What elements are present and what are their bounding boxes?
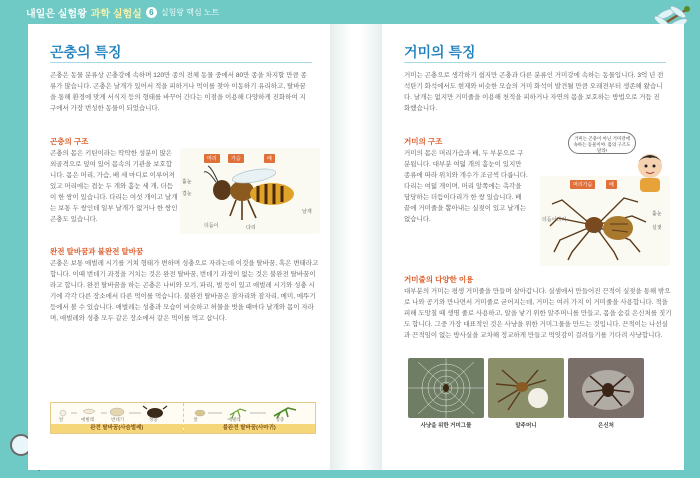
section-paragraph: 곤충의 몸은 키틴이라는 딱딱한 성분이 많은 외골격으로 덮여 있어 몸속의 기관을 보호합니다. 몸은 머리, 가슴, 배 세 마디로 이루어져 있고 머리에는 겹눈 두 개와 홑눈 세 개, 더듬이 한 쌍이 있습니다. 다리는 여섯 개이고 날개는 보통 두 쌍인데 일부 날개가 없거나 한 쌍인 곤충도 있습니다.	[50, 150, 178, 223]
photo-egg-sac	[488, 358, 564, 418]
stage-label: 성충	[275, 417, 285, 422]
intro-paragraph: 곤충은 동물 분류상 곤충강에 속하며 120만 종의 전체 동물 중에서 80만 종을 차지할 만큼 종류가 많습니다. 곤충은 날개가 있어서 적을 피하거나 먹이를 찾아 이동하기 유리하고, 탈바꿈을 통해 환경에 맞게 서식지 등의 형태를 바꾸어 간다는 이점을 이용해 다양하게 진화하여 지구에서 가장 번성한 동물이 되었습니다.	[50, 72, 307, 112]
page-title: 거미의 특징	[404, 44, 476, 60]
spider-icon	[548, 190, 662, 262]
title-divider	[50, 62, 312, 63]
photo-caption: 사냥을 위한 거미그물	[420, 423, 472, 429]
section-paragraph: 거미의 몸은 머리가슴과 배, 두 부분으로 구분됩니다. 대부분 여덟 개의 홑눈이 있지만 종류에 따라 위치와 개수가 조금씩 다릅니다. 다리는 여덟 개이며, 머리 앞쪽에는 촉각을 담당하는 더듬이다리가 한 쌍 있습니다. 배 끝에 거미줄을 뽑아내는 실젖이 있고 날개는 없습니다.	[404, 150, 528, 223]
title-divider	[404, 62, 666, 63]
diagram-tag: 배	[606, 180, 617, 189]
stage-label: 성충	[149, 417, 158, 422]
bee-icon	[202, 164, 302, 224]
stage-label: 애벌레	[81, 417, 95, 422]
diagram-tag: 배	[264, 154, 275, 163]
diagram-tag: 머리	[204, 154, 220, 163]
stage-label: 애벌레	[227, 417, 241, 422]
section-paragraph: 대부분의 거미는 평생 거미줄을 만들며 살아갑니다. 실샘에서 만들어진 끈적이 실젖을 통해 밖으로 나와 공기와 만나면서 거미줄로 굳어지는데, 거미는 여러 가지 이 거미줄을 사용합니다. 적을 피해 도망칠 때 생명 줄로 사용하고, 알을 낳기 위한 알주머니를 만들고, 몸을 숨길 은신처를 짓기도 합니다. 그중 가장 대표적인 것은 사냥을 위한 거미그물을 만드는 것입니다. 끈적이는 나선실과 끈적임이 없는 방사실을 교차해 정교하게 만들고 먹잇감이 걸려들기를 기다려 사냥합니다.	[404, 288, 672, 339]
metamorphosis-strip	[50, 402, 316, 434]
insect-diagram	[180, 148, 320, 234]
stage-label: 알	[59, 417, 64, 422]
incomplete-metamorphosis-label: 불완전 탈바꿈(사마귀)	[184, 424, 316, 433]
diagram-label: 더듬이다리	[542, 217, 567, 223]
diagram-label: 홑눈	[182, 179, 192, 185]
diagram-label: 다리	[592, 229, 602, 235]
series-brand: 내일은 실험왕	[26, 8, 87, 20]
complete-metamorphosis-panel	[51, 403, 184, 433]
diagram-tag: 머리가슴	[570, 180, 595, 189]
stage-label: 번데기	[111, 417, 125, 422]
complete-metamorphosis-label: 완전 탈바꿈(사슴벌레)	[51, 424, 183, 433]
speech-bubble: 거미는 곤충이 아닌 거미강에 속하는 동물이야. 몸의 구조도 달라!	[568, 132, 636, 154]
diagram-label: 날개	[302, 209, 312, 215]
diagram-label: 더듬이	[204, 223, 219, 229]
photo-caption: 알주머니	[515, 423, 537, 429]
chapter-label: 실험왕 핵심 노트	[160, 7, 220, 17]
diagram-tag: 가슴	[228, 154, 244, 163]
photo-caption: 은신처	[598, 423, 614, 429]
diagram-label: 실젖	[652, 225, 662, 231]
intro-paragraph: 거미는 곤충으로 생각하기 쉽지만 곤충과 다른 분류인 거미강에 속하는 동물입니다. 3억 년 전 석탄기 화석에서도 현재와 비슷한 모습의 거미 화석이 발견될 만큼 오래전부터 생존해 왔습니다. 날개는 없지만 거미줄을 이용해 천적을 피하거나 자연의 몸을 보호하는 방법으로 거듭 진화했습니다.	[404, 72, 664, 112]
mantis-stages-icon	[190, 405, 310, 419]
section-heading: 거미의 구조	[404, 137, 443, 146]
incomplete-metamorphosis-panel	[184, 403, 316, 433]
stage-label: 알	[193, 417, 198, 422]
header-bar	[0, 0, 700, 24]
section-heading: 완전 탈바꿈과 불완전 탈바꿈	[50, 247, 144, 256]
diagram-label: 홑눈	[652, 211, 662, 217]
section-paragraph: 곤충은 보통 애벌레 시기를 거쳐 형태가 변하며 성충으로 자라는데 이것을 탈바꿈, 혹은 변태라고 합니다. 이때 번데기 과정을 거치는 것은 완전 탈바꿈, 번데기 과정이 없는 것은 불완전 탈바꿈이라고 합니다. 완전 탈바꿈을 하는 곤충은 나비와 모기, 파리, 벌 등이 있고 애벌레 시기와 성충 시기에 각각 다른 장소에서 다른 먹이를 먹습니다. 불완전 탈바꿈은 잠자리와 잠자리, 메미, 메뚜기 등에서 볼 수 있습니다. 애벌레는 성충과 모습이 비슷하고 허물을 벗을 때마다 날개와 몸이 자라며, 애벌레와 성충 모두 같은 장소에서 같은 먹이를 먹고 삽니다.	[50, 260, 319, 322]
book-spine	[330, 24, 382, 470]
photo-spider-web	[408, 358, 484, 418]
photo-retreat	[568, 358, 644, 418]
section-heading: 거미줄의 다양한 이용	[404, 275, 474, 284]
diagram-label: 겹눈	[182, 191, 192, 197]
series-subtitle: 과학 실험실	[90, 8, 142, 20]
section-heading: 곤충의 구조	[50, 137, 89, 146]
volume-badge: 6	[146, 7, 157, 18]
character-icon	[630, 150, 670, 192]
page-title: 곤충의 특징	[50, 44, 122, 60]
diagram-label: 다리	[246, 225, 256, 231]
